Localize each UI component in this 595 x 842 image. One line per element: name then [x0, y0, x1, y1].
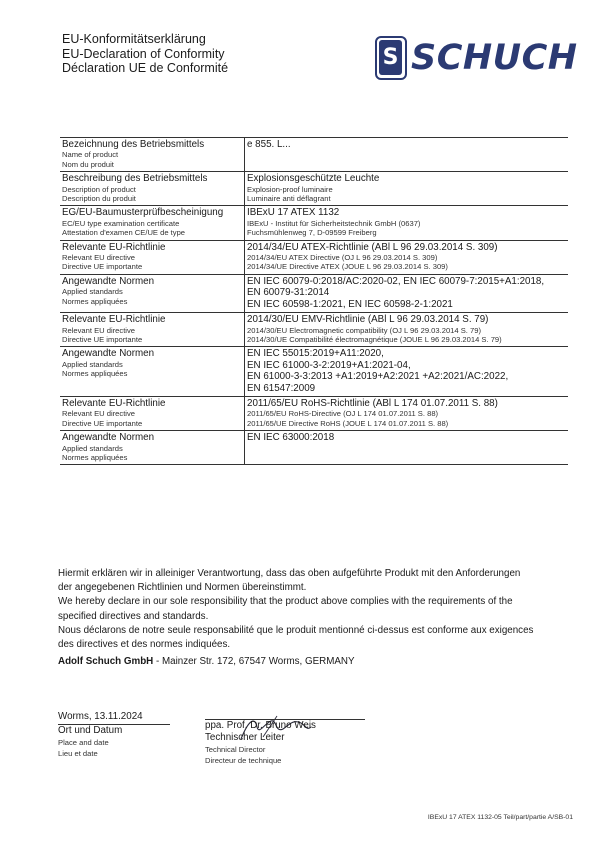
row-value: 2011/65/EU RoHS-Richtlinie (ABl L 174 01.07.2011 S. 88) — [247, 397, 498, 409]
table-row — [60, 313, 568, 347]
row-value-translation: 2014/34/EU ATEX Directive (OJ L 96 29.03.2014 S. 309) — [247, 253, 438, 263]
row-label-cell — [60, 138, 245, 172]
row-value: Explosionsgeschützte Leuchte — [247, 173, 380, 185]
table-row — [60, 206, 568, 240]
row-value: EN IEC 55015:2019+A11:2020, — [247, 348, 384, 360]
row-value-translation: 2014/34/UE Directive ATEX (JOUE L 96 29.03.2014 S. 309) — [247, 262, 448, 272]
place-date-block — [58, 711, 170, 759]
row-value: 2014/34/EU ATEX-Richtlinie (ABl L 96 29.03.2014 S. 309) — [247, 241, 498, 253]
row-value-translation: Fuchsmühlenweg 7, D-09599 Freiberg — [247, 228, 377, 238]
row-label: Angewandte Normen — [62, 348, 155, 360]
row-label-translation: Applied standards — [62, 359, 123, 369]
row-label-translation: Description of product — [62, 184, 136, 194]
row-value-cell — [245, 396, 569, 430]
row-label: Relevante EU-Richtlinie — [62, 397, 166, 409]
row-value: EN IEC 60598-1:2021, EN IEC 60598-2-1:2021 — [247, 298, 453, 310]
declaration-line: Nous déclarons de notre seule responsabilité que le produit mentionné ci-dessus est conforme aux exigences — [58, 624, 534, 636]
row-value-cell — [245, 347, 569, 397]
row-label-cell — [60, 313, 245, 347]
signatory-title-fr: Directeur de technique — [205, 756, 282, 765]
row-label: Angewandte Normen — [62, 432, 155, 444]
declaration-line: Hiermit erklären wir in alleiniger Verantwortung, dass das oben aufgeführte Produkt mit den Anforderungen — [58, 568, 521, 579]
row-label-cell — [60, 172, 245, 206]
row-value: EN 61547:2009 — [247, 382, 316, 394]
row-label-translation: Nom du produit — [62, 159, 114, 169]
logo-mark-frame — [375, 36, 407, 80]
schuch-logo — [375, 36, 578, 82]
row-value-cell — [245, 274, 569, 312]
row-value-translation: Luminaire anti déflagrant — [247, 194, 331, 204]
row-value-cell — [245, 206, 569, 240]
title-en: EU-Declaration of Conformity — [62, 46, 225, 61]
row-label-cell — [60, 240, 245, 274]
company-address: - Mainzer Str. 172, 67547 Worms, GERMANY — [153, 656, 355, 667]
row-value-translation: Explosion-proof luminaire — [247, 184, 333, 194]
table-row — [60, 240, 568, 274]
row-value: IBExU 17 ATEX 1132 — [247, 207, 340, 219]
row-value: EN IEC 61000-3-2:2019+A1:2021-04, — [247, 359, 411, 371]
place-date-label-fr: Lieu et date — [58, 749, 98, 758]
row-label: EG/EU-Baumusterprüfbescheinigung — [62, 207, 224, 219]
row-label-translation: Directive UE importante — [62, 262, 143, 272]
row-value: EN 60079-31:2014 — [247, 287, 330, 299]
row-label: Relevante EU-Richtlinie — [62, 314, 166, 326]
row-value-cell — [245, 313, 569, 347]
conformity-table — [60, 137, 568, 465]
row-label-translation: Description du produit — [62, 194, 136, 204]
company-name: Adolf Schuch GmbH — [58, 656, 154, 667]
row-label-translation: Normes appliquées — [62, 296, 128, 306]
title-de: EU-Konformitätserklärung — [62, 32, 206, 46]
row-value-translation: IBExU - Institut für Sicherheitstechnik GmbH (0637) — [247, 218, 421, 228]
table-row — [60, 138, 568, 172]
table-row — [60, 172, 568, 206]
row-value: EN IEC 60079-0:2018/AC:2020-02, EN IEC 60079-7:2015+A1:2018, — [247, 275, 545, 287]
row-label: Angewandte Normen — [62, 275, 155, 287]
row-label-translation: Name of product — [62, 150, 119, 160]
row-label-translation: Attestation d'examen CE/UE de type — [62, 228, 186, 238]
table-row — [60, 396, 568, 430]
row-value-cell — [245, 431, 569, 465]
row-label-cell — [60, 431, 245, 465]
row-label-cell — [60, 206, 245, 240]
row-label-translation: Normes appliquées — [62, 369, 128, 379]
row-value-cell — [245, 172, 569, 206]
row-value: e 855. L... — [247, 139, 291, 150]
row-label-translation: Relevant EU directive — [62, 409, 136, 419]
row-label-translation: Relevant EU directive — [62, 325, 136, 335]
row-value-translation: 2011/65/EU RoHS-Directive (OJ L 174 01.07.2011 S. 88) — [247, 409, 439, 419]
row-label: Relevante EU-Richtlinie — [62, 241, 166, 253]
row-value-translation: 2011/65/UE Directive RoHS (JOUE L 174 01.07.2011 S. 88) — [247, 418, 449, 428]
table-row — [60, 274, 568, 312]
row-value-cell — [245, 138, 569, 172]
company-line — [58, 656, 355, 667]
row-label-cell — [60, 396, 245, 430]
row-label-translation: Normes appliquées — [62, 452, 128, 462]
row-label: Bezeichnung des Betriebsmittels — [62, 139, 205, 150]
table-row — [60, 431, 568, 465]
declaration-line: der angegebenen Richtlinien und Normen übereinstimmt. — [58, 582, 307, 594]
declaration-line: specified directives and standards. — [58, 610, 209, 622]
row-label-translation: Relevant EU directive — [62, 253, 136, 263]
declaration-line: des directives et des normes indiquées. — [58, 639, 231, 651]
declaration-text — [58, 567, 568, 652]
row-label-cell — [60, 347, 245, 397]
logo-wordmark: SCHUCH — [411, 38, 578, 78]
row-value: 2014/30/EU EMV-Richtlinie (ABl L 96 29.03.2014 S. 79) — [247, 314, 489, 326]
row-value: EN 61000-3-3:2013 +A1:2019+A2:2021 +A2:2021/AC:2022, — [247, 371, 509, 383]
place-date-value: Worms, 13.11.2024 — [58, 711, 143, 722]
row-value-cell — [245, 240, 569, 274]
row-label: Beschreibung des Betriebsmittels — [62, 173, 208, 185]
document-title — [62, 32, 228, 76]
title-fr: Déclaration UE de Conformité — [62, 61, 229, 75]
signatory-title-en: Technical Director — [205, 745, 266, 754]
place-date-label-en: Place and date — [58, 738, 109, 747]
row-label-cell — [60, 274, 245, 312]
row-label-translation: Applied standards — [62, 443, 123, 453]
row-label-translation: EC/EU type examination certificate — [62, 218, 180, 228]
place-date-label-de: Ort und Datum — [58, 725, 123, 736]
document-reference: IBExU 17 ATEX 1132-05 Teil/part/partie A/SB-01 — [427, 814, 573, 821]
row-value-translation: 2014/30/UE Compatibilité électromagnétique (JOUE L 96 29.03.2014 S. 79) — [247, 334, 502, 344]
signatory-title-de: Technischer Leiter — [205, 732, 285, 743]
row-label-translation: Applied standards — [62, 287, 123, 297]
logo-mark: S — [379, 40, 402, 75]
row-label-translation: Directive UE importante — [62, 334, 143, 344]
declaration-line: We hereby declare in our sole responsibility that the product above complies with the requirements of the — [58, 596, 513, 608]
row-value-translation: 2014/30/EU Electromagnetic compatibility (OJ L 96 29.03.2014 S. 79) — [247, 325, 481, 335]
signatory-block — [205, 719, 365, 766]
row-value: EN IEC 63000:2018 — [247, 432, 335, 444]
table-row — [60, 347, 568, 397]
signatory-name: ppa. Prof. Dr. Bruno Weis — [205, 720, 316, 731]
row-label-translation: Directive UE importante — [62, 418, 143, 428]
